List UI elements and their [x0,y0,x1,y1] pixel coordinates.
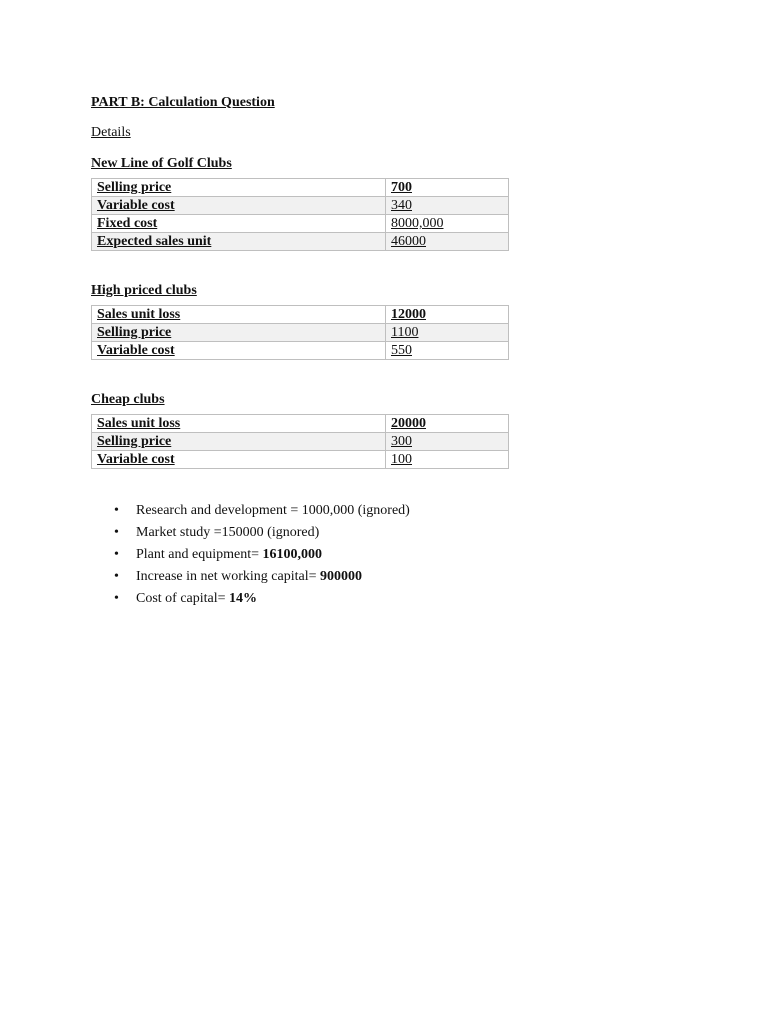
row-label: Selling price [92,179,386,197]
section-heading: Cheap clubs [91,392,165,407]
list-item-value: 14% [229,591,258,606]
row-value: 46000 [386,233,509,251]
list-item [91,502,691,524]
list-item-text: Cost of capital= [136,591,230,606]
list-item-text: Increase in net working capital= [136,569,320,584]
data-table [91,178,509,251]
list-item [91,568,691,590]
assumptions-list [91,502,691,612]
list-item [91,590,691,612]
data-table [91,305,509,360]
row-value: 1100 [386,324,509,342]
list-item-value: 16100,000 [262,547,322,562]
row-label: Variable cost [92,197,386,215]
section-cheap [91,391,691,469]
section-heading: New Line of Golf Clubs [91,156,232,171]
section-high-priced [91,282,691,360]
list-item [91,546,691,568]
bullet-icon: • [114,525,119,540]
row-value: 12000 [386,306,509,324]
row-label: Sales unit loss [92,415,386,433]
page-title: PART B: Calculation Question [91,95,275,110]
bullet-icon: • [114,503,119,518]
row-label: Variable cost [92,451,386,469]
row-label: Expected sales unit [92,233,386,251]
table-row [92,306,509,324]
row-label: Selling price [92,324,386,342]
row-label: Fixed cost [92,215,386,233]
document-page [91,94,691,612]
list-item-text: Market study =150000 (ignored) [136,525,320,540]
section-heading: High priced clubs [91,283,197,298]
list-item-text: Research and development = 1000,000 (ignored) [136,503,410,518]
table-row [92,324,509,342]
table-row [92,451,509,469]
row-label: Selling price [92,433,386,451]
bullet-icon: • [114,591,119,606]
table-row [92,233,509,251]
row-value: 100 [386,451,509,469]
row-value: 550 [386,342,509,360]
data-table [91,414,509,469]
row-value: 300 [386,433,509,451]
row-value: 700 [386,179,509,197]
row-label: Sales unit loss [92,306,386,324]
row-value: 20000 [386,415,509,433]
list-item-text: Plant and equipment= [136,547,263,562]
table-row [92,197,509,215]
row-label: Variable cost [92,342,386,360]
row-value: 340 [386,197,509,215]
table-row [92,342,509,360]
table-row [92,415,509,433]
table-row [92,179,509,197]
list-item-value: 900000 [320,569,362,584]
bullet-icon: • [114,569,119,584]
details-label: Details [91,125,131,140]
table-row [92,433,509,451]
section-new-line [91,155,691,251]
list-item [91,524,691,546]
row-value: 8000,000 [386,215,509,233]
table-row [92,215,509,233]
bullet-icon: • [114,547,119,562]
